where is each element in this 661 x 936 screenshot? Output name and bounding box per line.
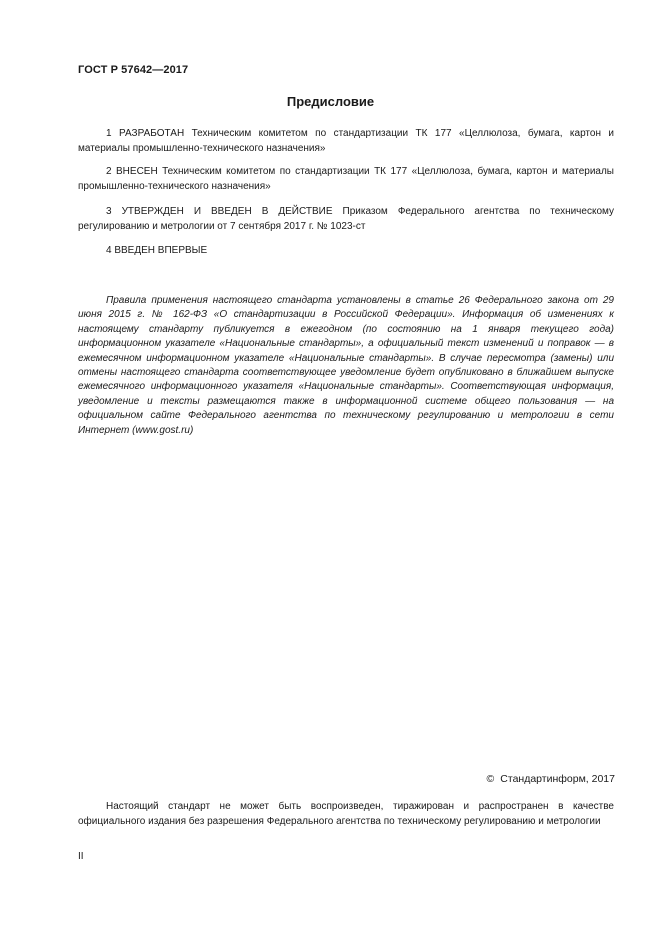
- copyright-line: [487, 773, 615, 785]
- foreword-item-text: 3 УТВЕРЖДЕН И ВВЕДЕН В ДЕЙСТВИЕ Приказом Федерального агентства по техническому регулированию и метрологии от 7 сентября 2017 г. № 1023-ст: [78, 206, 614, 232]
- foreword-item-text: 2 ВНЕСЕН Техническим комитетом по стандартизации ТК 177 «Целлюлоза, бумага, картон и материалы промышленно-технического назначения»: [78, 166, 614, 192]
- section-title: Предисловие: [286, 94, 375, 109]
- document-code: ГОСТ Р 57642—2017: [78, 64, 189, 76]
- reproduction-notice-text: Настоящий стандарт не может быть воспроизведен, тиражирован и распространен в качестве официального издания без разрешения Федерального агентства по техническому регулированию и метрологии: [78, 801, 614, 827]
- page-number: II: [78, 851, 84, 862]
- copyright-icon: ©: [486, 773, 495, 785]
- foreword-item-text: 1 РАЗРАБОТАН Техническим комитетом по стандартизации ТК 177 «Целлюлоза, бумага, картон и материалы промышленно-технического назначения»: [78, 128, 614, 154]
- copyright-text: Стандартинформ, 2017: [500, 773, 615, 785]
- foreword-item-first-edition: [78, 244, 614, 259]
- reproduction-notice: [78, 800, 614, 829]
- foreword-item-developed: [78, 127, 614, 156]
- application-rules-notice: [78, 294, 614, 438]
- foreword-item-text: 4 ВВЕДЕН ВПЕРВЫЕ: [106, 245, 208, 256]
- notice-text: Правила применения настоящего стандарта установлены в статье 26 Федерального закона от 29 июня 2015 г. № 162-ФЗ «О стандартизации в Российской Федерации». Информация об изменениях к настоящему стандарту публикуется в ежегодном (по состоянию на 1 января текущего года) информационном указателе «Национальные стандарты», а официальный текст изменений и поправок — в ежемесячном информационном указателе «Национальные стандарты». В случае пересмотра (замены) или отмены настоящего стандарта соответствующее уведомление будет опубликовано в ближайшем выпуске ежемесячного информационного указателя «Национальные стандарты». Соответствующая информация, уведомление и тексты размещаются также в информационной системе общего пользования — на официальном сайте Федерального агентства по техническому регулированию и метрологии в сети Интернет (www.gost.ru): [78, 295, 614, 436]
- foreword-item-introduced: [78, 165, 614, 194]
- foreword-item-approved: [78, 205, 614, 234]
